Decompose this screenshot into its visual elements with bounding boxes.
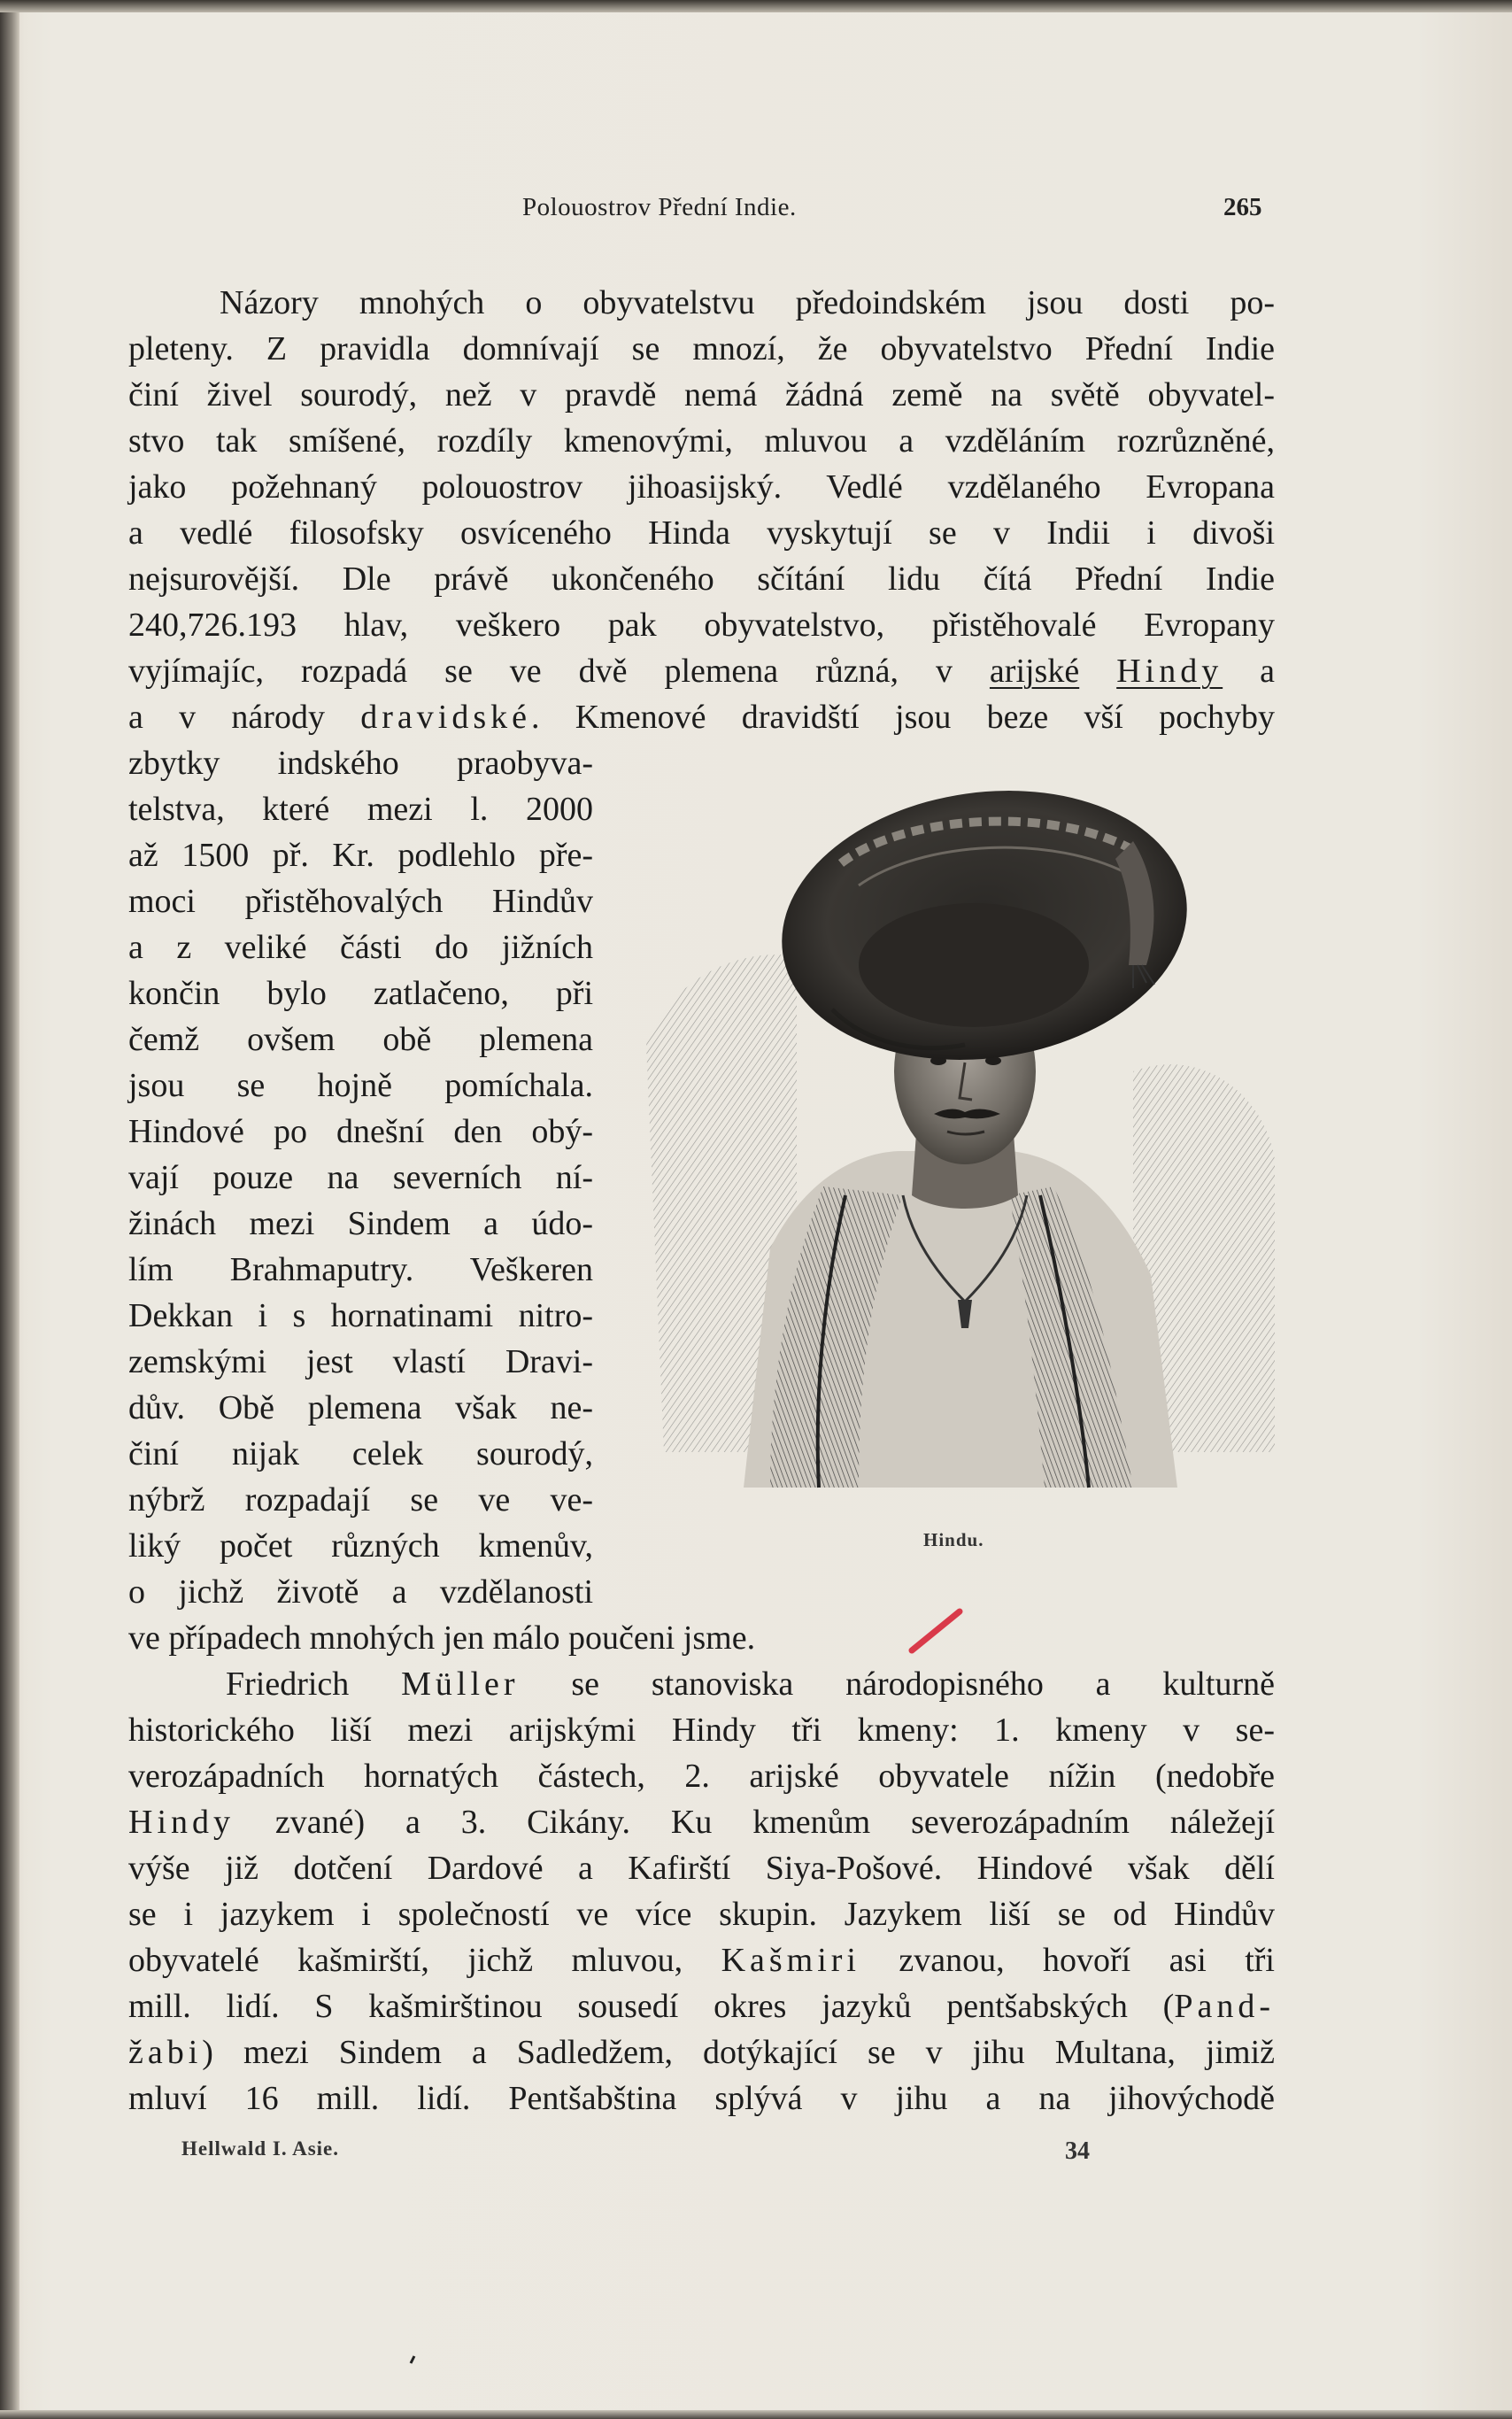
text-line: a z veliké části do jižních xyxy=(128,929,593,966)
text-line: pleteny. Z pravidla domnívají se mnozí, že obyvatelstvo Přední Indie xyxy=(128,330,1275,367)
text-line: vyjímajíc, rozpadá se ve dvě plemena různá, v arijské Hindy a xyxy=(128,653,1276,690)
spaced-word: dravidské xyxy=(360,699,531,736)
text-line: dův. Obě plemena však ne- xyxy=(128,1389,593,1426)
text-line: ve případech mnohých jen málo poučeni jsme. xyxy=(128,1619,756,1657)
text-line: Hindy zvané) a 3. Cikány. Ku kmenům severozápadním náležejí xyxy=(128,1804,1275,1841)
spaced-word: Pand- xyxy=(1174,1988,1275,2025)
text-line: moci přistěhovalých Hindův xyxy=(128,883,593,920)
underlined-word: arijské xyxy=(989,653,1080,690)
spaced-word: žabi xyxy=(128,2034,203,2071)
text-line: činí živel sourodý, než v pravdě nemá žádná země na světě obyvatel- xyxy=(128,376,1275,413)
page-bottom-edge xyxy=(0,2410,1512,2419)
footer-source: Hellwald I. Asie. xyxy=(181,2137,340,2160)
text-line: a vedlé filosofsky osvíceného Hinda vyskytují se v Indii i divoši xyxy=(128,514,1275,552)
spaced-word: Hindy xyxy=(1116,653,1223,690)
signature-mark: 34 xyxy=(1065,2137,1090,2165)
text-line: lím Brahmaputry. Veškeren xyxy=(128,1251,593,1288)
text-line: mill. lidí. S kašmirštinou sousedí okres jazyků pentšabských (Pand- xyxy=(128,1988,1275,2025)
text-line: zbytky indského praobyva- xyxy=(128,745,593,782)
text-line: Dekkan i s hornatinami nitro- xyxy=(128,1297,593,1334)
text-line: 240,726.193 hlav, veškero pak obyvatelstvo, přistěhovalé Evropany xyxy=(128,607,1275,644)
hindu-portrait-illustration xyxy=(637,779,1284,1514)
spaced-word: Müller xyxy=(401,1665,520,1703)
page-number: 265 xyxy=(1223,193,1262,221)
text-line: mluví 16 mill. lidí. Pentšabština splývá v jihu a na jihovýchodě xyxy=(128,2080,1275,2117)
text-line: Friedrich Müller se stanoviska národopisného a kulturně xyxy=(226,1665,1276,1703)
text-line: liký počet různých kmenův, xyxy=(128,1527,593,1565)
text-line: až 1500 př. Kr. podlehlo pře- xyxy=(128,837,593,874)
text-line: stvo tak smíšené, rozdíly kmenovými, mluvou a vzděláním rozrůzněné, xyxy=(128,422,1275,460)
text-line: Názory mnohých o obyvatelstvu předoindském jsou dosti po- xyxy=(220,284,1275,321)
page-top-edge xyxy=(0,0,1512,12)
running-head: Polouostrov Přední Indie. xyxy=(522,193,797,221)
text-line: výše již dotčení Dardové a Kafirští Siya-Pošové. Hindové však dělí xyxy=(128,1850,1275,1887)
text-line: nejsurovější. Dle právě ukončeného sčítání lidu čítá Přední Indie xyxy=(128,560,1275,598)
text-line: Hindové po dnešní den obý- xyxy=(128,1113,593,1150)
text-line: se i jazykem i společností ve více skupin. Jazykem liší se od Hindův xyxy=(128,1896,1275,1933)
text-line: končin bylo zatlačeno, při xyxy=(128,975,593,1012)
text-line: telstva, které mezi l. 2000 xyxy=(128,791,593,828)
text-line: zemskými jest vlastí Dravi- xyxy=(128,1343,593,1380)
text-line: verozápadních hornatých částech, 2. arijské obyvatele nížin (nedobře xyxy=(128,1758,1275,1795)
text-line: jsou se hojně pomíchala. xyxy=(128,1067,593,1104)
ink-speck xyxy=(409,2355,416,2364)
pencil-mark xyxy=(905,1604,967,1658)
text-line: jako požehnaný polouostrov jihoasijský. Vedlé vzdělaného Evropana xyxy=(128,468,1275,506)
text-line: historického liší mezi arijskými Hindy tři kmeny: 1. kmeny v se- xyxy=(128,1712,1275,1749)
spaced-word: Kašmiri xyxy=(721,1942,860,1979)
text-line: o jichž životě a vzdělanosti xyxy=(128,1573,593,1611)
text-line: žabi) mezi Sindem a Sadledžem, dotýkající se v jihu Multana, jimiž xyxy=(128,2034,1275,2071)
text-line: a v národy dravidské. Kmenové dravidští jsou beze vší pochyby xyxy=(128,699,1276,736)
text-line: vají pouze na severních ní- xyxy=(128,1159,593,1196)
text-line: obyvatelé kašmirští, jichž mluvou, Kašmiri zvanou, hovoří asi tři xyxy=(128,1942,1275,1979)
binding-edge xyxy=(0,0,19,2419)
text-line: žinách mezi Sindem a údo- xyxy=(128,1205,593,1242)
text-line: nýbrž rozpadají se ve ve- xyxy=(128,1481,593,1519)
text-line: činí nijak celek sourodý, xyxy=(128,1435,593,1472)
text-line: čemž ovšem obě plemena xyxy=(128,1021,593,1058)
spaced-word: Hindy xyxy=(128,1804,235,1841)
illustration-caption: Hindu. xyxy=(923,1529,984,1550)
